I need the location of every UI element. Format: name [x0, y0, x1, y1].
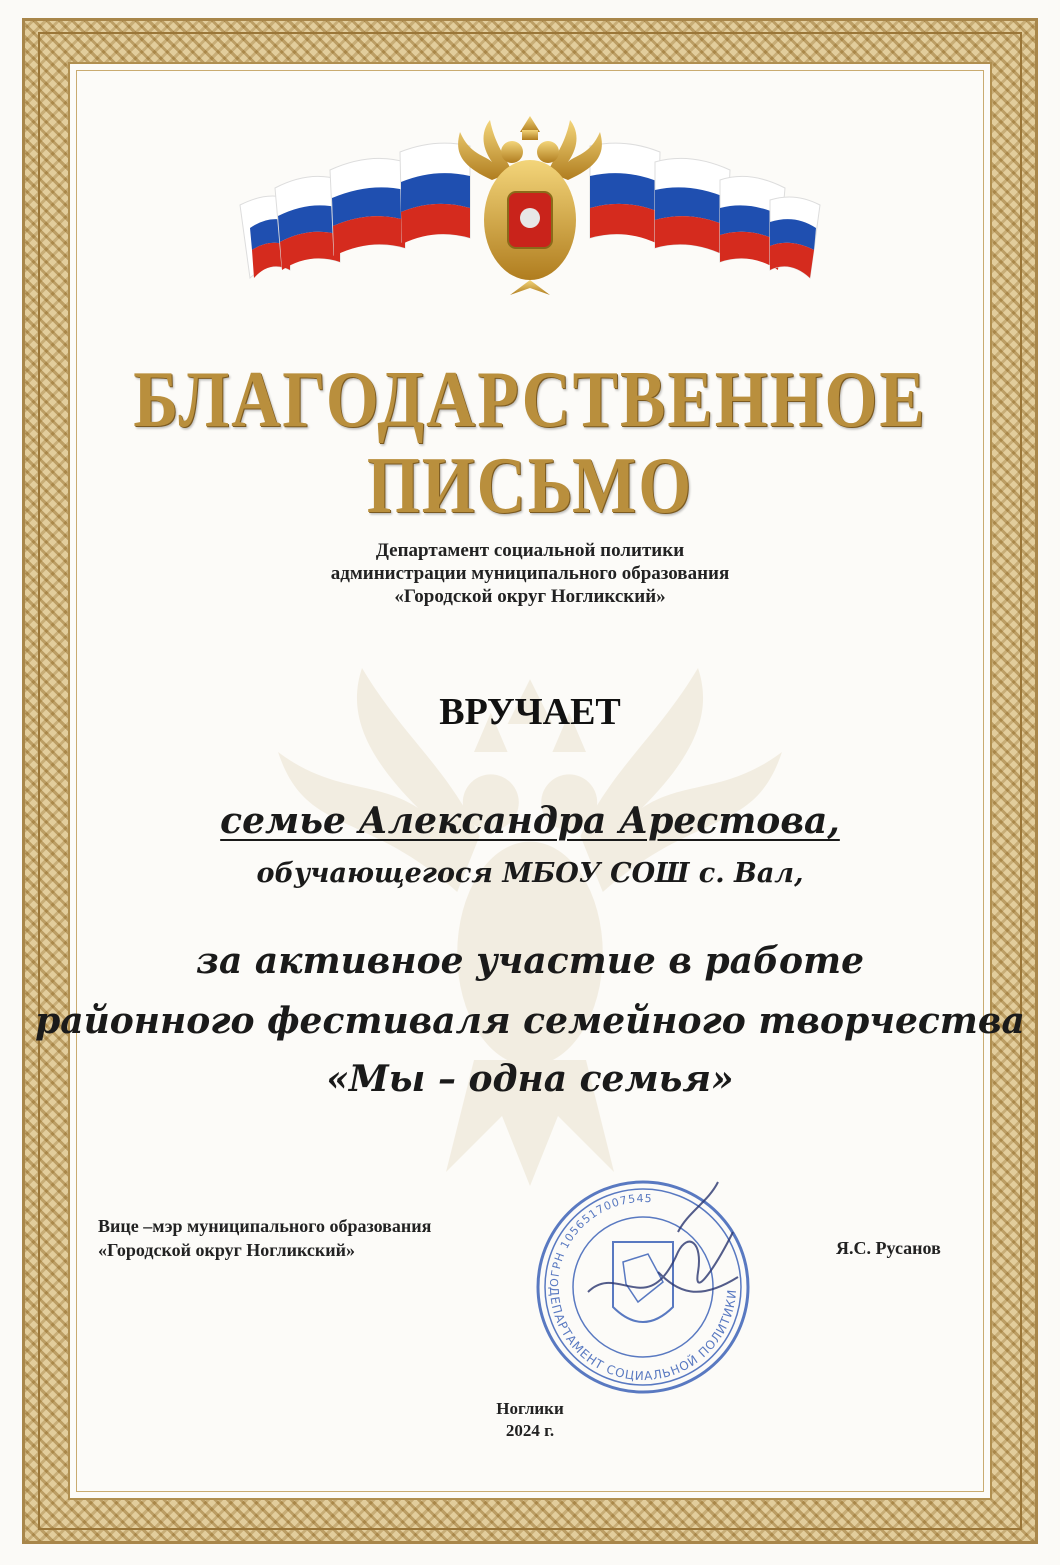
stamp-text-top: ОГРН 1056517007545 — [547, 1191, 654, 1288]
signatory-name: Я.С. Русанов — [836, 1238, 941, 1258]
place-name: Ноглики — [496, 1399, 564, 1418]
department-line2: администрации муниципального образования — [330, 563, 730, 584]
department-line3: «Городской округ Ногликский» — [394, 586, 666, 607]
left-flags — [240, 143, 470, 278]
right-flags — [590, 143, 820, 278]
title-line2: ПИСЬМО — [366, 440, 694, 530]
signatory-position-line1: Вице –мэр муниципального образования — [98, 1216, 432, 1236]
reason-line1: за активное участие в работе — [195, 940, 865, 982]
recipient-name: семье Александра Арестова, — [220, 800, 840, 842]
svg-text:ОГРН 1056517007545 — [548, 1192, 653, 1287]
student-line: обучающегося МБОУ СОШ с. Вал, — [256, 858, 804, 889]
issue-year: 2024 г. — [505, 1421, 555, 1440]
stamp-text-bottom: ДЕПАРТАМЕНТ СОЦИАЛЬНОЙ ПОЛИТИКИ — [546, 1286, 740, 1384]
presents-heading: ВРУЧАЕТ — [439, 691, 621, 733]
russian-flags-emblem-icon — [230, 110, 830, 300]
recipient-line — [0, 800, 1060, 842]
coat-of-arms — [458, 116, 602, 295]
signatory-position-line2: «Городской округ Ногликский» — [98, 1240, 356, 1260]
official-stamp-icon — [528, 1172, 758, 1402]
signatory-position — [98, 1214, 431, 1262]
department-line1: Департамент социальной политики — [375, 540, 685, 561]
reason-line3: «Мы – одна семья» — [326, 1058, 734, 1100]
title-line1: БЛАГОДАРСТВЕННОЕ — [133, 354, 927, 444]
reason-line2: районного фестиваля семейного творчества — [35, 1000, 1025, 1042]
